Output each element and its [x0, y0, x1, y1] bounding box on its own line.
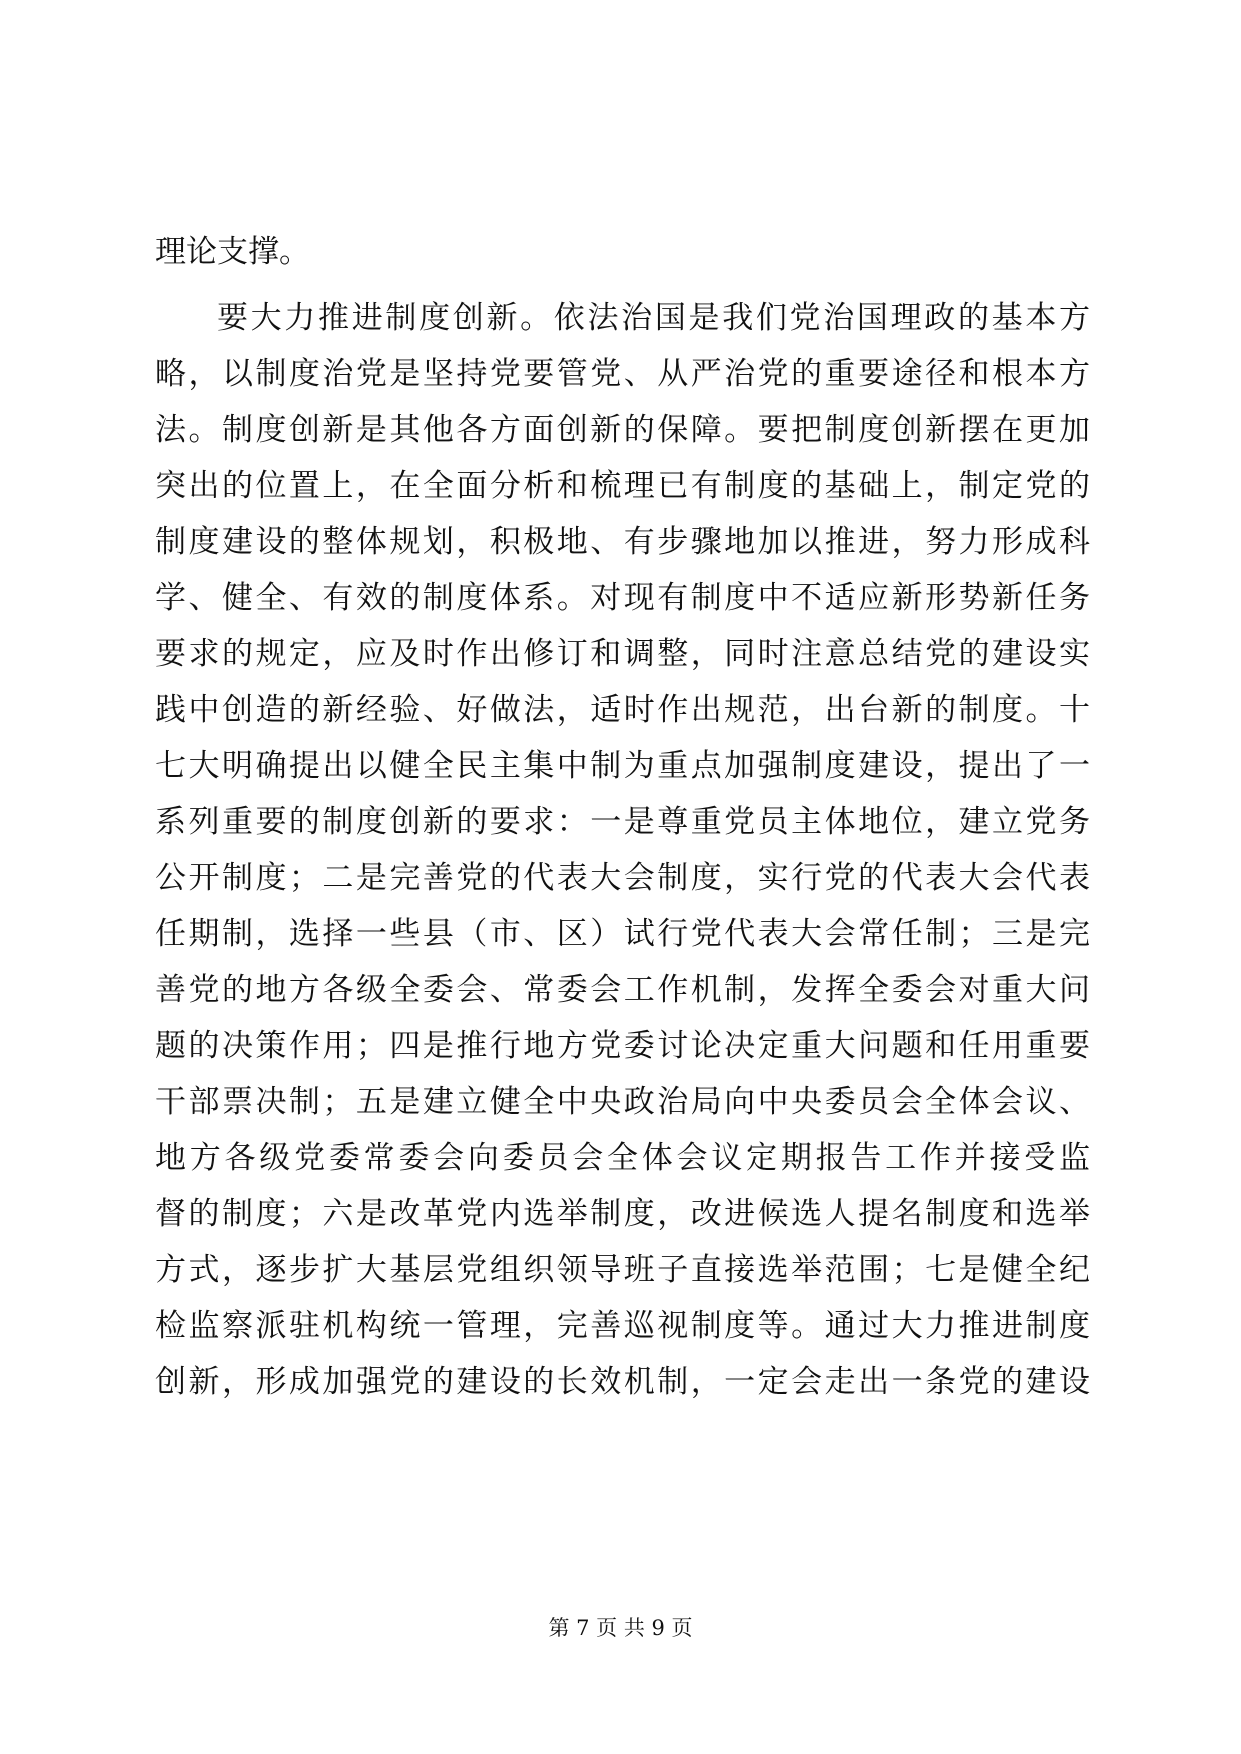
text-line: 干部票决制；五是建立健全中央政治局向中央委员会全体会议、	[155, 1084, 1090, 1120]
text-line: 要求的规定，应及时作出修订和调整，同时注意总结党的建设实	[155, 636, 1090, 672]
text-line: 略，以制度治党是坚持党要管党、从严治党的重要途径和根本方	[155, 356, 1090, 392]
text-line: 地方各级党委常委会向委员会全体会议定期报告工作并接受监	[155, 1140, 1090, 1176]
text-line: 督的制度；六是改革党内选举制度，改进候选人提名制度和选举	[155, 1196, 1090, 1232]
text-line: 学、健全、有效的制度体系。对现有制度中不适应新形势新任务	[155, 580, 1090, 616]
text-line: 公开制度；二是完善党的代表大会制度，实行党的代表大会代表	[155, 860, 1090, 896]
text-line: 制度建设的整体规划，积极地、有步骤地加以推进，努力形成科	[155, 524, 1090, 560]
page-number-footer: 第 7 页 共 9 页	[548, 1616, 693, 1640]
text-line: 法。制度创新是其他各方面创新的保障。要把制度创新摆在更加	[155, 412, 1090, 448]
text-line: 创新，形成加强党的建设的长效机制，一定会走出一条党的建设	[155, 1364, 1090, 1400]
text-line: 七大明确提出以健全民主集中制为重点加强制度建设，提出了一	[155, 748, 1090, 784]
text-line: 理论支撑。	[155, 234, 310, 270]
text-line: 检监察派驻机构统一管理，完善巡视制度等。通过大力推进制度	[155, 1308, 1090, 1344]
text-line: 突出的位置上，在全面分析和梳理已有制度的基础上，制定党的	[155, 468, 1090, 504]
text-line: 善党的地方各级全委会、常委会工作机制，发挥全委会对重大问	[155, 972, 1090, 1008]
paragraph-start-line: 要大力推进制度创新。依法治国是我们党治国理政的基本方	[217, 300, 1090, 336]
text-line: 任期制，选择一些县（市、区）试行党代表大会常任制；三是完	[155, 916, 1090, 952]
text-line: 方式，逐步扩大基层党组织领导班子直接选举范围；七是健全纪	[155, 1252, 1090, 1288]
text-line: 践中创造的新经验、好做法，适时作出规范，出台新的制度。十	[155, 692, 1090, 728]
text-line: 系列重要的制度创新的要求：一是尊重党员主体地位，建立党务	[155, 804, 1090, 840]
text-line: 题的决策作用；四是推行地方党委讨论决定重大问题和任用重要	[155, 1028, 1090, 1064]
